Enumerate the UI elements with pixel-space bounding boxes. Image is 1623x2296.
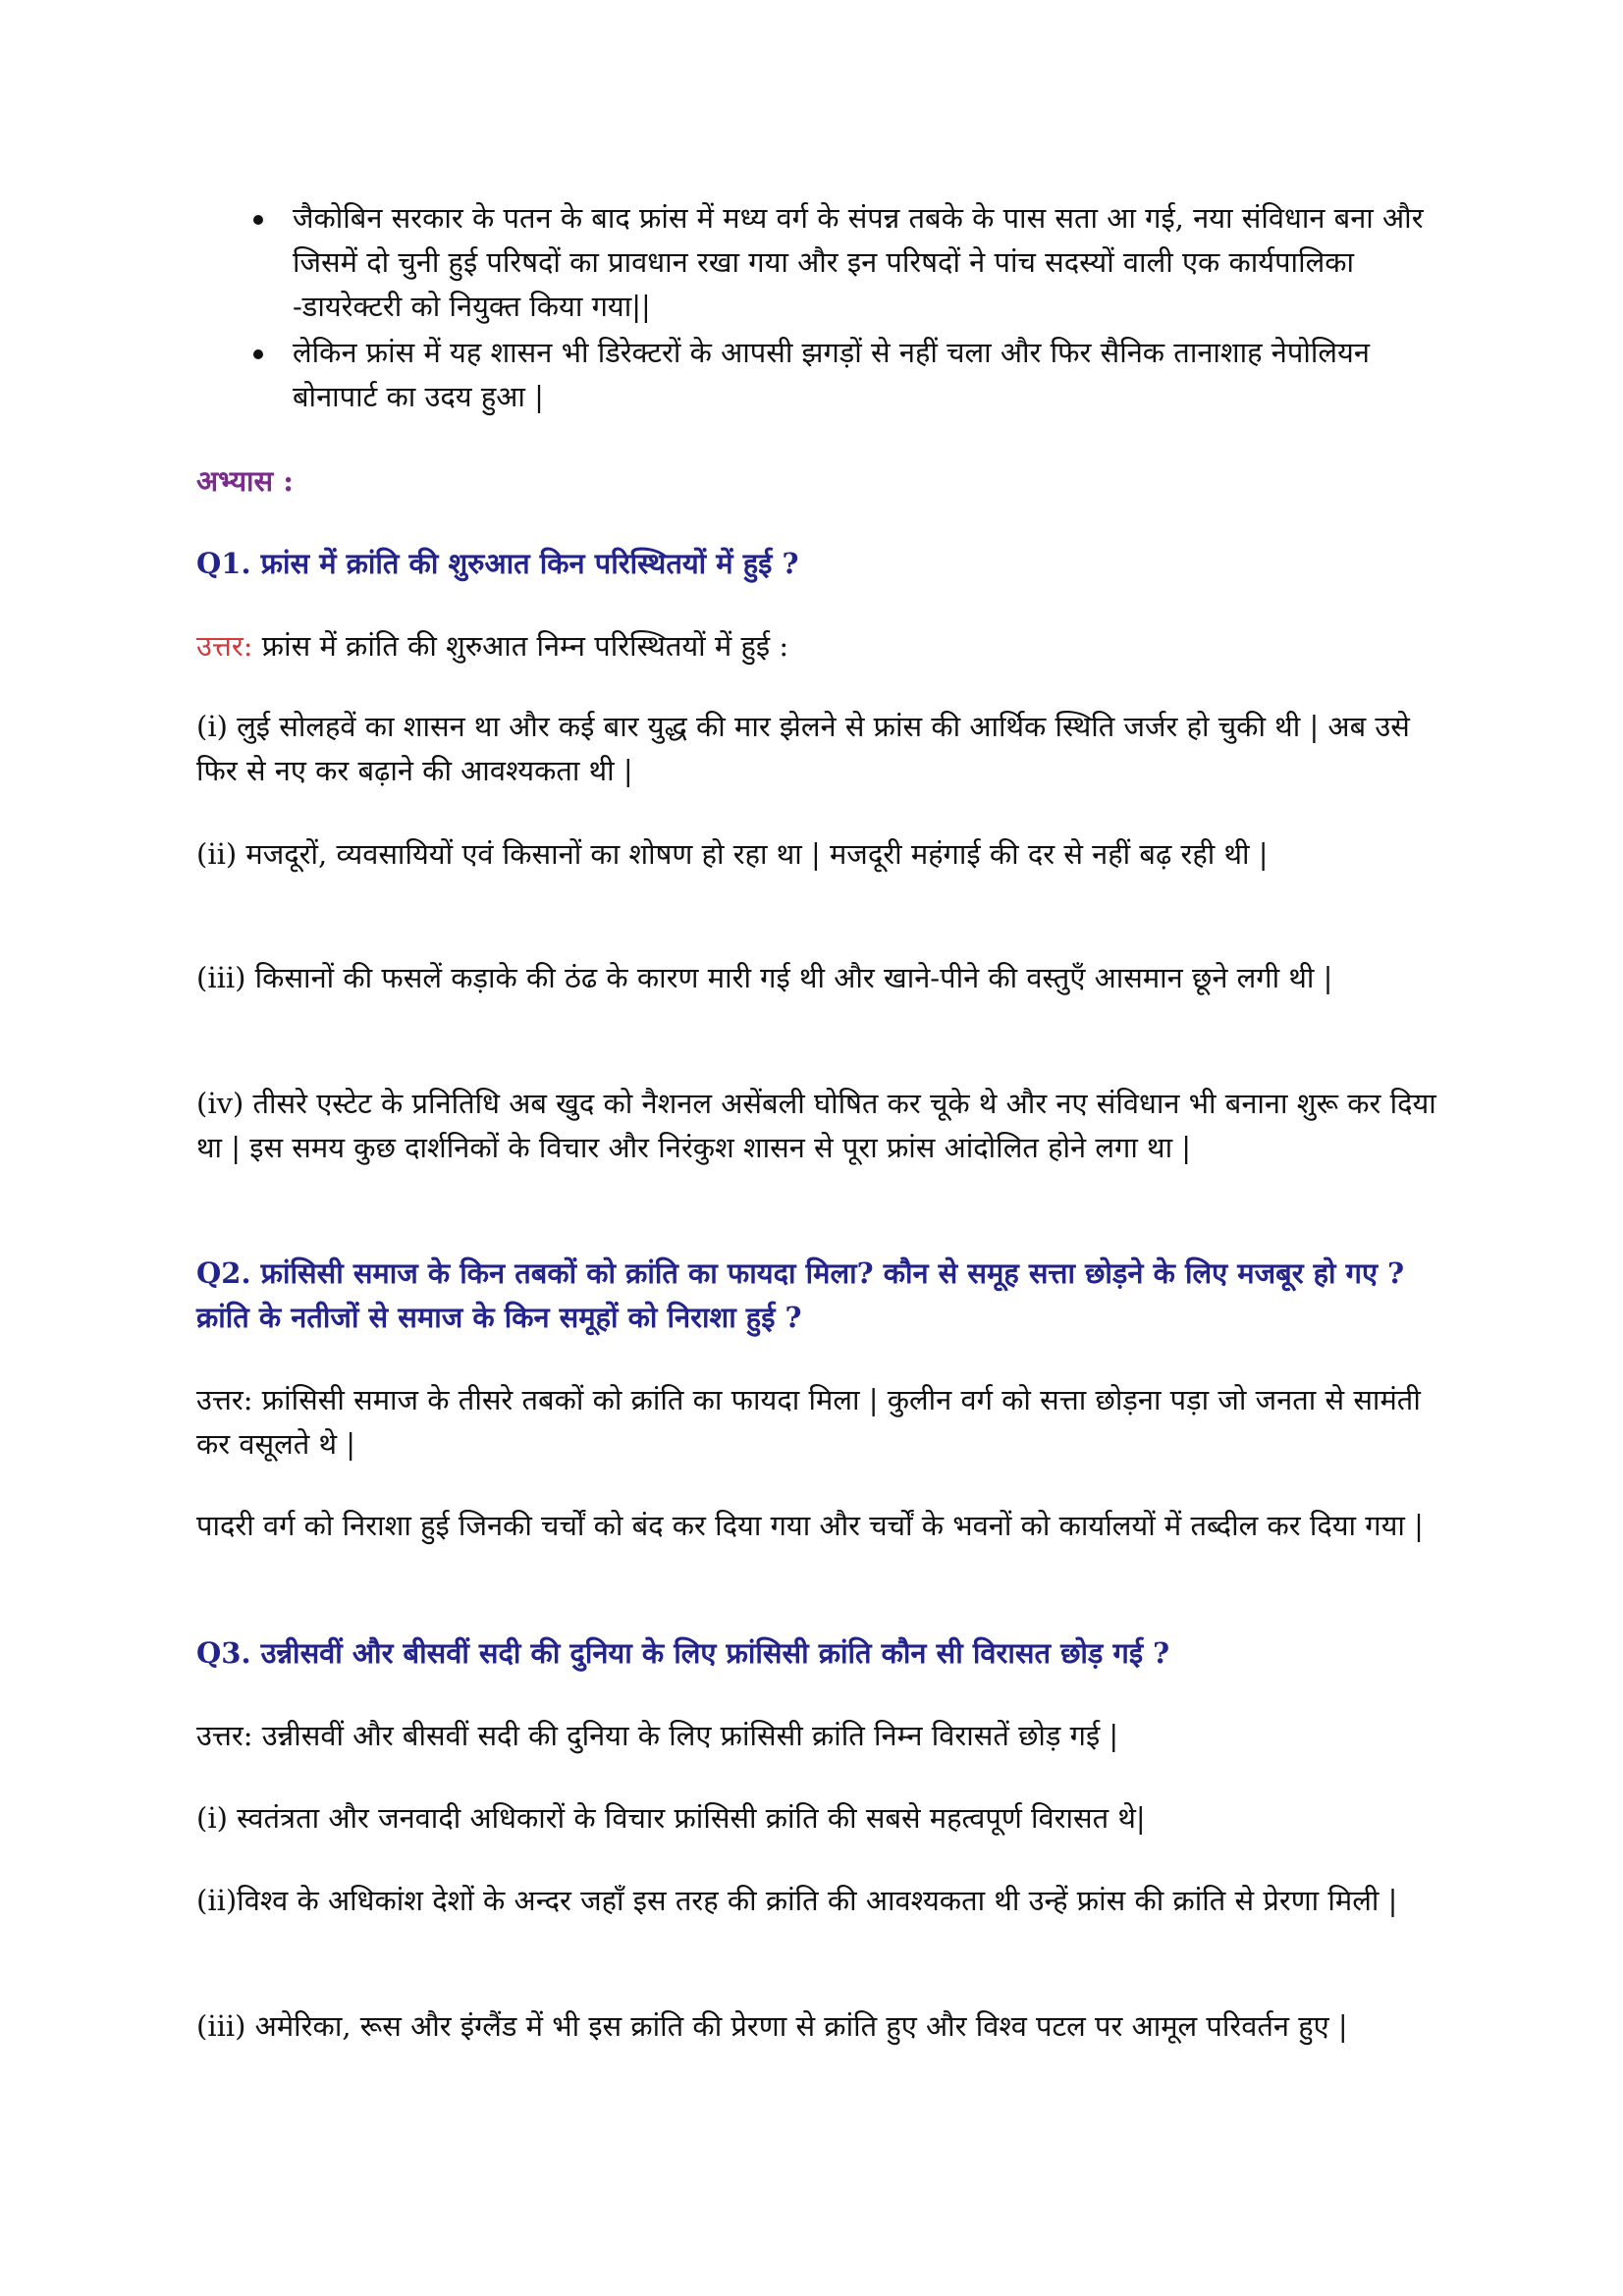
q3-point-1: (i) स्वतंत्रता और जनवादी अधिकारों के विचार फ्रांसिसी क्रांति की सबसे महत्वपूर्ण विरासत थे|: [196, 1801, 1146, 1835]
q1-question: Q1. फ्रांस में क्रांति की शुरुआत किन परिस्थितयों में हुई ?: [196, 547, 799, 580]
abhyas-heading: अभ्यास :: [196, 464, 294, 498]
q1-answer-intro: [196, 624, 1443, 668]
q3-point-3: (iii) अमेरिका, रूस और इंग्लैंड में भी इस क्रांति की प्रेरणा से क्रांति हुए और विश्व पटल पर आमूल परिवर्तन हुए |: [196, 2009, 1348, 2043]
q1-answer-label: उत्तर:: [196, 629, 253, 663]
bullet-item: [196, 331, 1424, 419]
q1-point-3: (iii) किसानों की फसलें कड़ाके की ठंढ के कारण मारी गई थी और खाने-पीने की वस्तुएँ आसमान छूने लगी थी |: [196, 961, 1333, 994]
bullet-list: [196, 196, 1424, 421]
q3-answer-intro: उत्तर: उन्नीसवीं और बीसवीं सदी की दुनिया के लिए फ्रांसिसी क्रांति निम्न विरासतें छोड़ गई |: [196, 1719, 1119, 1752]
q1-answer-intro-text: फ्रांस में क्रांति की शुरुआत निम्न परिस्थितयों में हुई :: [252, 629, 789, 663]
q1-point-1: (i) लुई सोलहवें का शासन था और कई बार युद्ध की मार झेलने से फ्रांस की आर्थिक स्थिति जर्जर हो चुकी थी | अब उसे फिर से नए कर बढ़ाने की आवश्यकता थी |: [196, 710, 1410, 787]
q3-point-2: (ii)विश्व के अधिकांश देशों के अन्दर जहाँ इस तरह की क्रांति की आवश्यकता थी उन्हें फ्रांस की क्रांति से प्रेरणा मिली |: [196, 1884, 1398, 1917]
q3-question: Q3. उन्नीसवीं और बीसवीं सदी की दुनिया के लिए फ्रांसिसी क्रांति कौन सी विरासत छोड़ गई ?: [196, 1636, 1170, 1670]
q2-answer-2: पादरी वर्ग को निराशा हुई जिनकी चर्चों को बंद कर दिया गया और चर्चों के भवनों को कार्यालयों में तब्दील कर दिया गया |: [196, 1509, 1424, 1542]
q1-point-2: (ii) मजदूरों, व्यवसायियों एवं किसानों का शोषण हो रहा था | मजदूरी महंगाई की दर से नहीं बढ़ रही थी |: [196, 837, 1269, 871]
bullet-dot-icon: [253, 215, 263, 225]
bullet-text: लेकिन फ्रांस में यह शासन भी डिरेक्टरों के आपसी झगड़ों से नहीं चला और फिर सैनिक तानाशाह नेपोलियन बोनापार्ट का उदय हुआ |: [293, 336, 1370, 413]
q2-question: Q2. फ्रांसिसी समाज के किन तबकों को क्रांति का फायदा मिला? कौन से समूह सत्ता छोड़ने के लिए मजबूर हो गए ? क्रांति के नतीजों से समाज के किन समूहों को निराशा हुई ?: [196, 1256, 1405, 1334]
bullet-text: जैकोबिन सरकार के पतन के बाद फ्रांस में मध्य वर्ग के संपन्न तबके के पास सता आ गई, नया संविधान बना और जिसमें दो चुनी हुई परिषदों का प्रावधान रखा गया और इन परिषदों ने पांच सदस्यों वाली एक कार्यपालिका -डायरेक्टरी को नियुक्त किया गया||: [293, 201, 1424, 323]
bullet-dot-icon: [253, 349, 263, 359]
q1-point-4: (iv) तीसरे एस्टेट के प्रनितिधि अब खुद को नैशनल असेंबली घोषित कर चूके थे और नए संविधान भी बनाना शुरू कर दिया था | इस समय कुछ दार्शनिकों के विचार और निरंकुश शासन से पूरा फ्रांस आंदोलित होने लगा था |: [196, 1087, 1436, 1164]
bullet-item: [196, 196, 1424, 329]
q2-answer: उत्तर: फ्रांसिसी समाज के तीसरे तबकों को क्रांति का फायदा मिला | कुलीन वर्ग को सत्ता छोड़ना पड़ा जो जनता से सामंती कर वसूलते थे |: [196, 1383, 1421, 1461]
